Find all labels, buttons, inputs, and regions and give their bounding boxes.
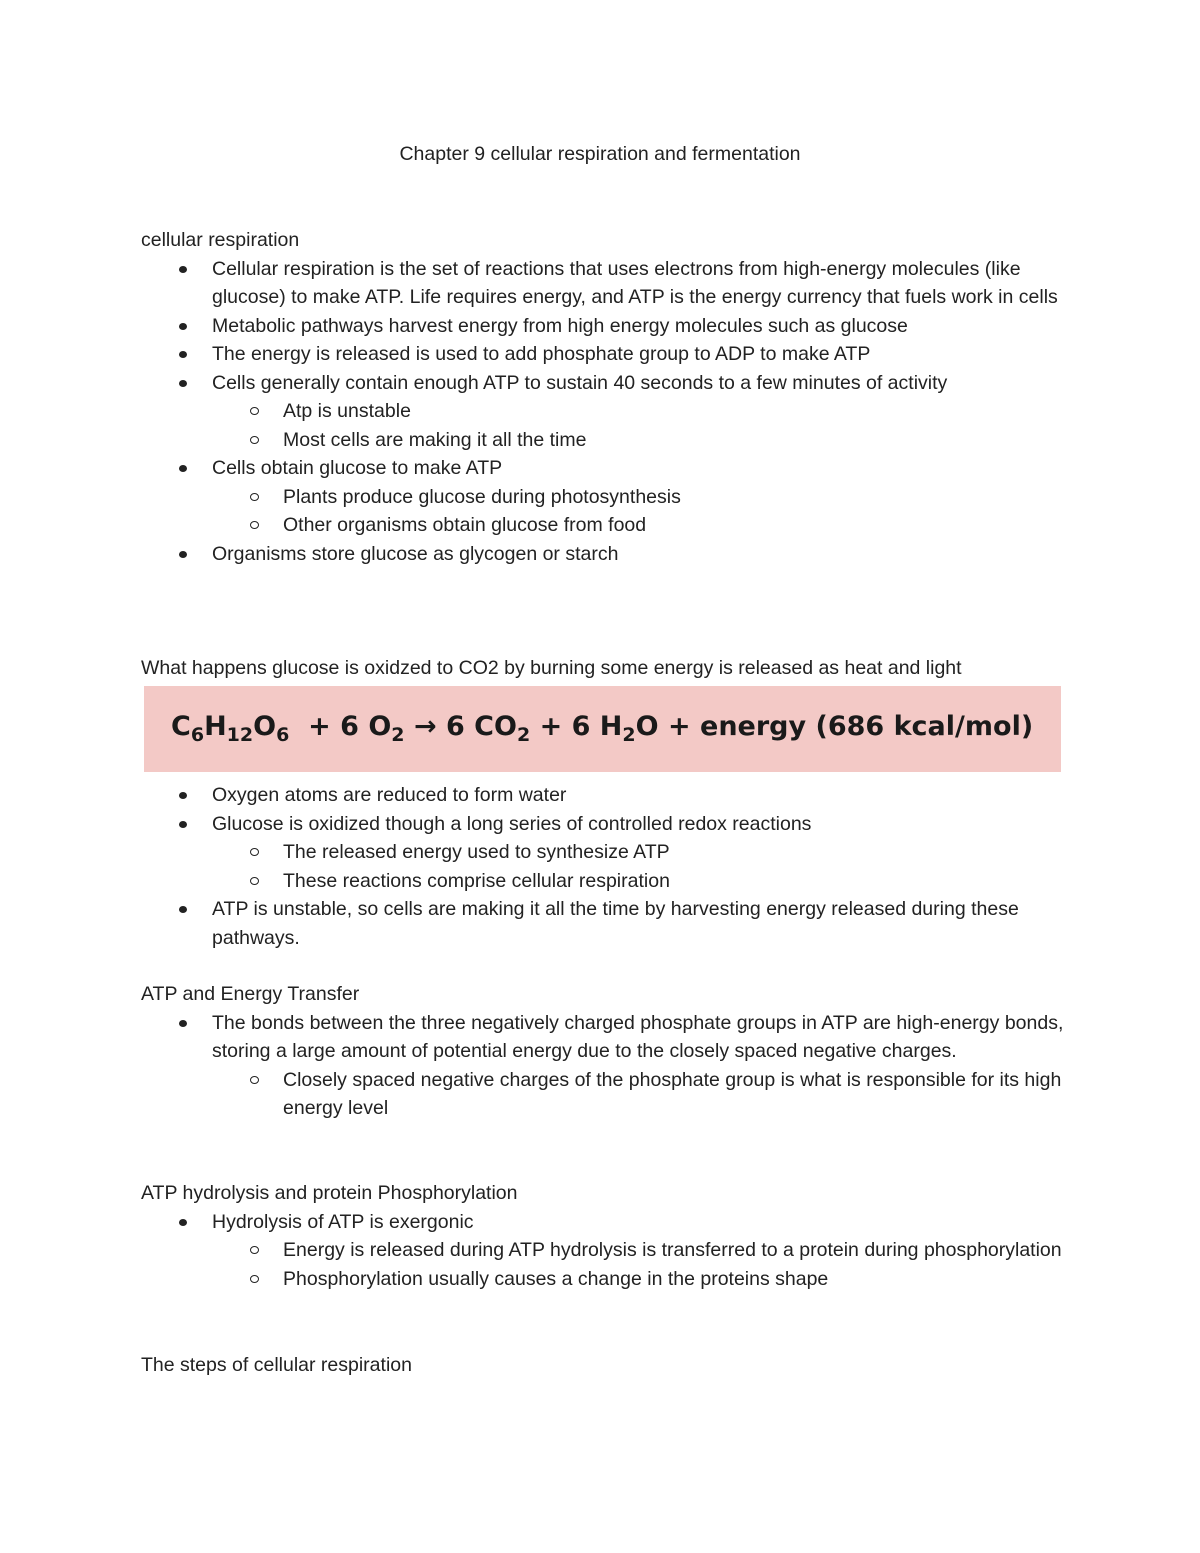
section-glucose-oxidation <box>141 781 1071 952</box>
list-item: Cells generally contain enough ATP to sustain 40 seconds to a few minutes of activity <box>141 369 1071 398</box>
arrow-icon: → <box>413 711 437 742</box>
sub-list-item: Closely spaced negative charges of the phosphate group is what is responsible for its high energy level <box>141 1066 1071 1123</box>
sub-list-item: Plants produce glucose during photosynthesis <box>141 483 1071 512</box>
sub-list-item: Atp is unstable <box>141 397 1071 426</box>
equation-text: $C_6H_{12}O_6 + 6$ $O_2 \to 6$ $CO_2 + 6$ $H_2O$ + energy (686 kcal/mol) <box>171 711 1034 746</box>
list-item: The energy is released is used to add phosphate group to ADP to make ATP <box>141 340 1071 369</box>
list-item: Cellular respiration is the set of reactions that uses electrons from high-energy molecules (like glucose) to make ATP. Life requires energy, and ATP is the energy currency that fuels work in cells <box>141 255 1071 312</box>
sub-list-item: Other organisms obtain glucose from food <box>141 511 1071 540</box>
list-item: Cells obtain glucose to make ATP <box>141 454 1071 483</box>
section-heading: The steps of cellular respiration <box>141 1354 412 1376</box>
section-glucose-oxidation-heading <box>141 654 1071 683</box>
sub-list-item: Most cells are making it all the time <box>141 426 1071 455</box>
section-heading: cellular respiration <box>141 229 300 251</box>
list-item: Metabolic pathways harvest energy from high energy molecules such as glucose <box>141 312 1071 341</box>
bullet-list <box>141 1208 1071 1294</box>
list-item: The bonds between the three negatively charged phosphate groups in ATP are high-energy bonds, storing a large amount of potential energy due to the closely spaced negative charges. <box>141 1009 1071 1066</box>
respiration-equation <box>144 686 1061 772</box>
section-heading: What happens glucose is oxidzed to CO2 by burning some energy is released as heat and light <box>141 657 962 679</box>
section-atp-energy-transfer <box>141 980 1071 1123</box>
sub-list-item: The released energy used to synthesize ATP <box>141 838 1071 867</box>
section-heading: ATP hydrolysis and protein Phosphorylation <box>141 1182 518 1204</box>
sub-list-item: These reactions comprise cellular respiration <box>141 867 1071 896</box>
section-atp-hydrolysis <box>141 1179 1071 1293</box>
list-item: Hydrolysis of ATP is exergonic <box>141 1208 1071 1237</box>
bullet-list <box>141 1009 1071 1123</box>
bullet-list <box>141 255 1071 569</box>
list-item: Oxygen atoms are reduced to form water <box>141 781 1071 810</box>
list-item: Organisms store glucose as glycogen or starch <box>141 540 1071 569</box>
list-item: ATP is unstable, so cells are making it all the time by harvesting energy released during these pathways. <box>141 895 1071 952</box>
section-cellular-respiration <box>141 226 1071 568</box>
sub-list-item: Phosphorylation usually causes a change in the proteins shape <box>141 1265 1071 1294</box>
sub-list-item: Energy is released during ATP hydrolysis is transferred to a protein during phosphorylation <box>141 1236 1071 1265</box>
bullet-list <box>141 781 1071 952</box>
document-title: Chapter 9 cellular respiration and fermentation <box>399 143 801 165</box>
list-item: Glucose is oxidized though a long series of controlled redox reactions <box>141 810 1071 839</box>
section-heading: ATP and Energy Transfer <box>141 983 360 1005</box>
section-steps <box>141 1351 1071 1380</box>
